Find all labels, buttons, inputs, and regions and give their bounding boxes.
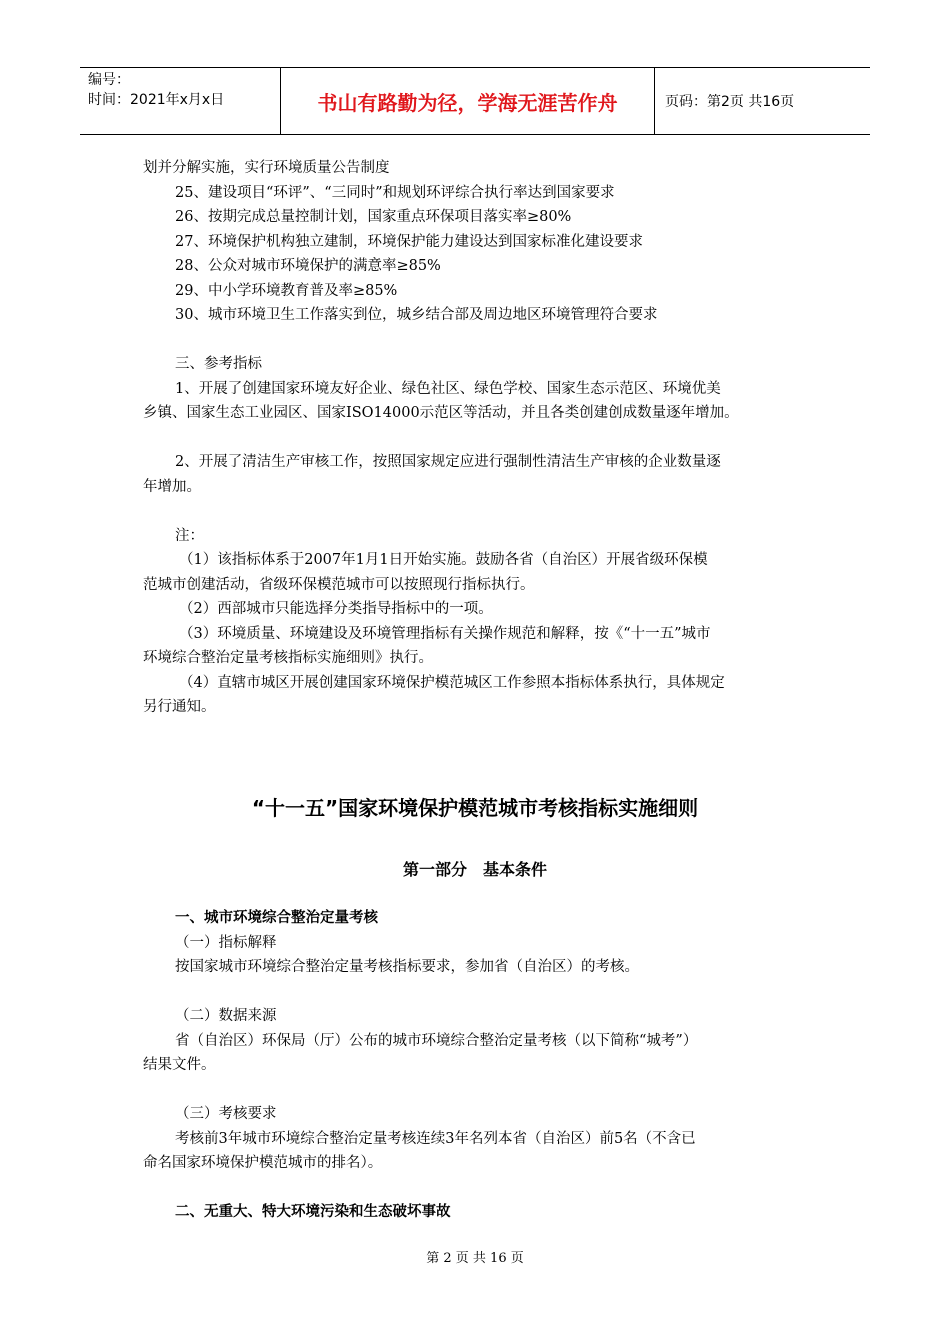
subsection-heading: （二）数据来源	[175, 1008, 277, 1024]
doc-number-label: 编号：	[88, 72, 130, 88]
body-text	[143, 156, 823, 720]
paragraph: 省（自治区）环保局（厅）公布的城市环境综合整治定量考核（以下简称“城考”）	[175, 1032, 698, 1049]
note-item: 另行通知。	[143, 699, 216, 715]
list-item: 29、中小学环境教育普及率≥85%	[175, 282, 398, 299]
list-item: 30、城市环境卫生工作落实到位，城乡结合部及周边地区环境管理符合要求	[175, 307, 658, 323]
list-item: 25、建设项目“环评”、“三同时”和规划环评综合执行率达到国家要求	[175, 184, 615, 201]
section-basic-conditions	[143, 906, 823, 1225]
note-item: （4）直辖市城区开展创建国家环境保护模范城区工作参照本指标体系执行，具体规定	[179, 674, 725, 691]
header-meta	[80, 68, 281, 134]
section-heading: 一、城市环境综合整治定量考核	[175, 910, 378, 926]
page-header	[80, 67, 870, 135]
header-page-info: 页码：第2页 共16页	[665, 94, 795, 110]
paragraph: 考核前3年城市环境综合整治定量考核连续3年名列本省（自治区）前5名（不含已	[175, 1130, 696, 1147]
subsection-heading: （一）指标解释	[175, 934, 277, 951]
list-item: 26、按期完成总量控制计划，国家重点环保项目落实率≥80%	[175, 209, 572, 225]
paragraph: 2、开展了清洁生产审核工作，按照国家规定应进行强制性清洁生产审核的企业数量逐	[175, 454, 721, 470]
paragraph: 1、开展了创建国家环境友好企业、绿色社区、绿色学校、国家生态示范区、环境优美	[175, 380, 721, 397]
note-item: 范城市创建活动，省级环保模范城市可以按照现行指标执行。	[143, 576, 535, 593]
paragraph: 乡镇、国家生态工业园区、国家ISO14000示范区等活动，并且各类创建创成数量逐年增加。	[143, 405, 739, 421]
paragraph: 命名国家环境保护模范城市的排名）。	[143, 1155, 383, 1171]
paragraph: 结果文件。	[143, 1057, 216, 1073]
header-motto: 书山有路勤为径，学海无涯苦作舟	[281, 68, 655, 134]
note-item: 环境综合整治定量考核指标实施细则》执行。	[143, 650, 433, 666]
document-title: “十一五”国家环境保护模范城市考核指标实施细则	[251, 796, 699, 820]
section-heading: 二、无重大、特大环境污染和生态破坏事故	[175, 1204, 451, 1220]
list-item: 28、公众对城市环境保护的满意率≥85%	[175, 258, 441, 274]
paragraph: 按国家城市环境综合整治定量考核指标要求，参加省（自治区）的考核。	[175, 959, 639, 975]
section-heading: 三、参考指标	[175, 356, 262, 372]
paragraph: 划并分解实施，实行环境质量公告制度	[143, 160, 390, 176]
note-item: （2）西部城市只能选择分类指导指标中的一项。	[179, 601, 493, 617]
note-item: （3）环境质量、环境建设及环境管理指标有关操作规范和解释，按《“十一五”城市	[179, 625, 711, 642]
note-item: （1）该指标体系于2007年1月1日开始实施。鼓励各省（自治区）开展省级环保模	[179, 552, 708, 568]
part-title: 第一部分 基本条件	[402, 860, 547, 879]
doc-time-label: 时间：2021年x月x日	[88, 92, 225, 108]
page-footer: 第 2 页 共 16 页	[426, 1251, 524, 1266]
subsection-heading: （三）考核要求	[175, 1106, 277, 1122]
note-heading: 注：	[175, 527, 204, 544]
paragraph: 年增加。	[143, 478, 201, 495]
list-item: 27、环境保护机构独立建制，环境保护能力建设达到国家标准化建设要求	[175, 233, 643, 250]
